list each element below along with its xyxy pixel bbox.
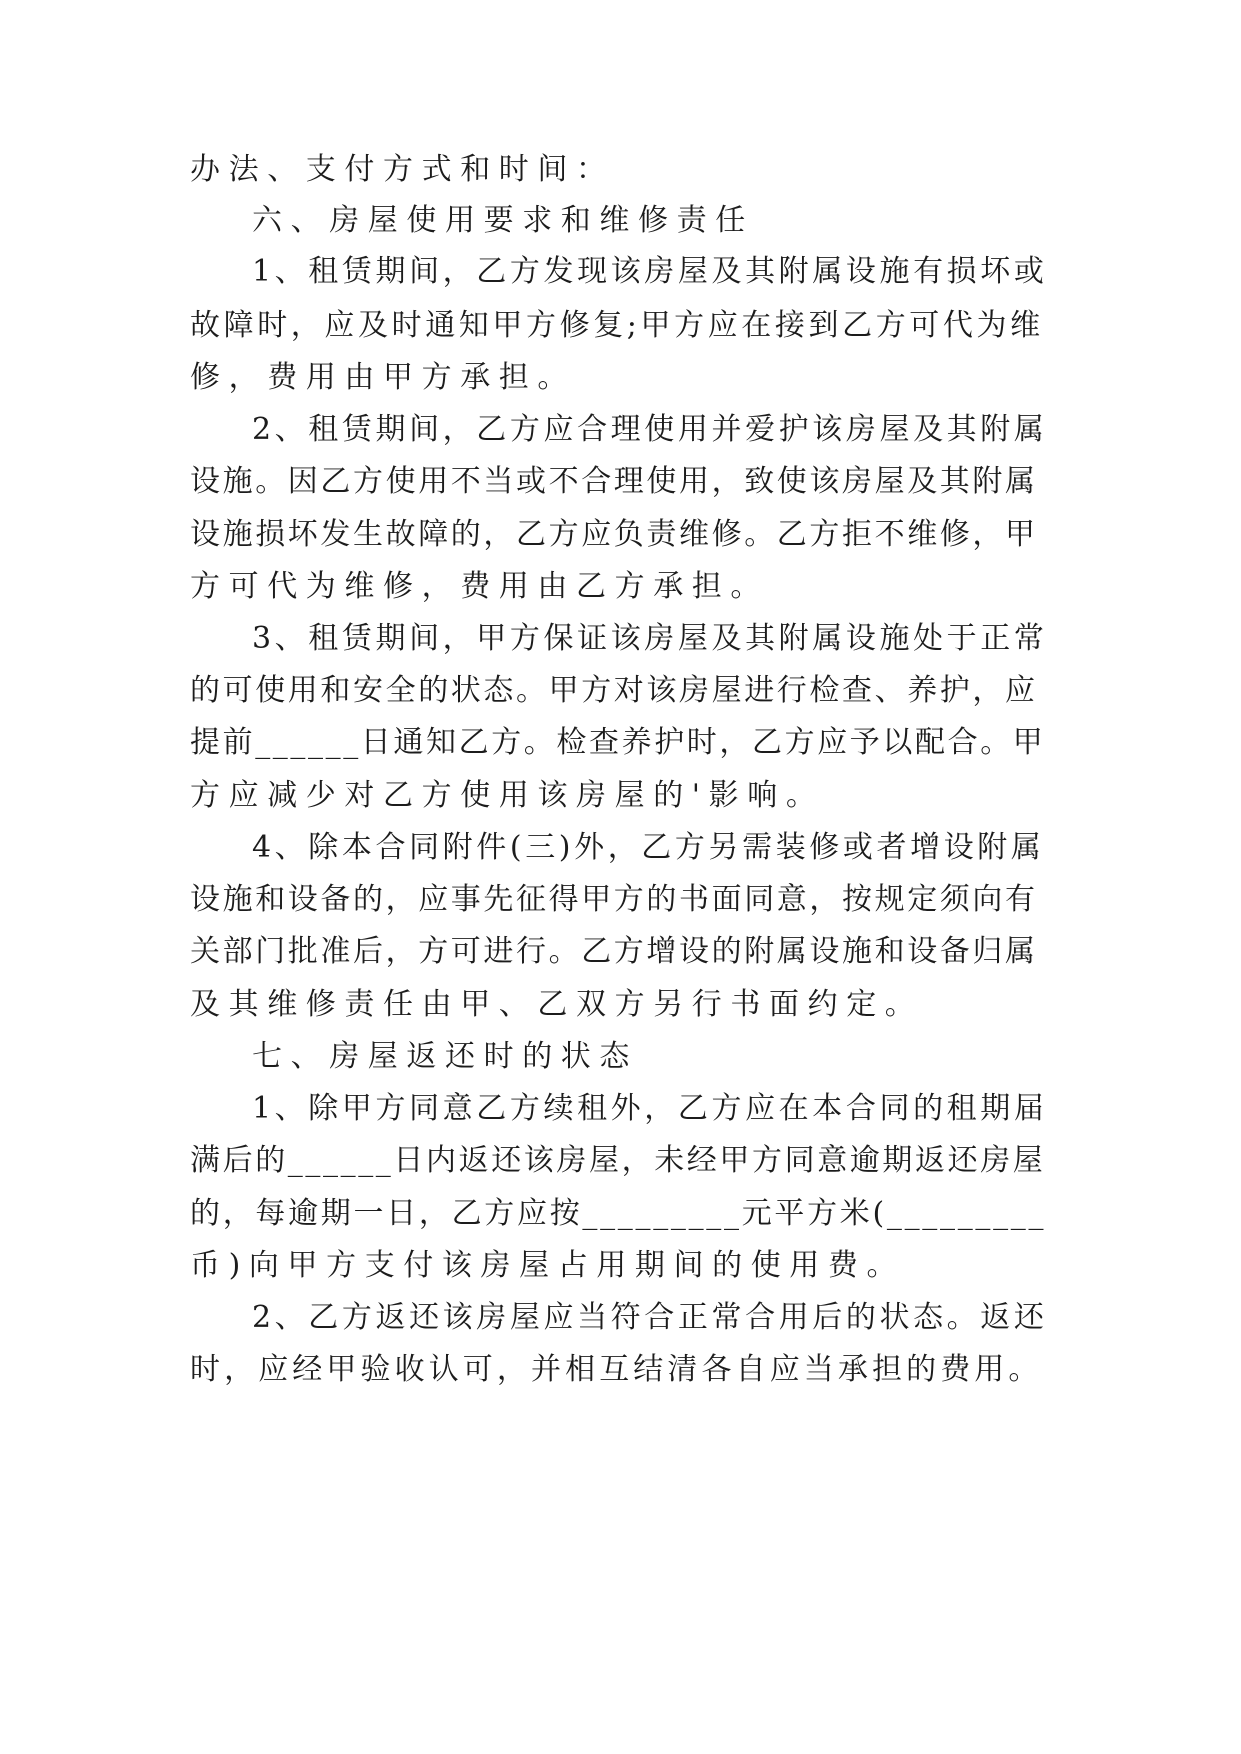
text-line: 修，费用由甲方承担。 — [190, 360, 576, 395]
text-line: 设施。因乙方使用不当或不合理使用，致使该房屋及其附属 — [190, 464, 1038, 499]
text-line: 4、除本合同附件(三)外，乙方另需装修或者增设附属 — [252, 830, 1045, 865]
text-line: 方应减少对乙方使用该房屋的'影响。 — [190, 778, 825, 813]
text-line: 设施损坏发生故障的，乙方应负责维修。乙方拒不维修，甲 — [190, 517, 1038, 552]
section-heading: 七、房屋返还时的状态 — [252, 1039, 638, 1074]
text-line: 提前______日通知乙方。检查养护时，乙方应予以配合。甲 — [190, 725, 1046, 760]
text-line: 关部门批准后，方可进行。乙方增设的附属设施和设备归属 — [190, 934, 1038, 969]
text-line: 1、租赁期间，乙方发现该房屋及其附属设施有损坏或 — [252, 254, 1048, 289]
text-line: 设施和设备的，应事先征得甲方的书面同意，按规定须向有 — [190, 882, 1038, 917]
text-line: 3、租赁期间，甲方保证该房屋及其附属设施处于正常 — [252, 621, 1048, 656]
text-line: 故障时，应及时通知甲方修复;甲方应在接到乙方可代为维 — [190, 308, 1044, 343]
text-line: 办法、支付方式和时间： — [190, 152, 615, 187]
section-heading: 六、房屋使用要求和维修责任 — [252, 203, 754, 238]
text-line: 及其维修责任由甲、乙双方另行书面约定。 — [190, 987, 924, 1022]
text-line: 满后的______日内返还该房屋，未经甲方同意逾期返还房屋 — [190, 1143, 1046, 1178]
text-line: 的，每逾期一日，乙方应按_________元平方米(_________ — [190, 1196, 1047, 1231]
text-line: 方可代为维修，费用由乙方承担。 — [190, 569, 769, 604]
text-line: 的可使用和安全的状态。甲方对该房屋进行检查、养护，应 — [190, 673, 1038, 708]
text-line: 2、乙方返还该房屋应当符合正常合用后的状态。返还 — [252, 1300, 1048, 1335]
text-line: 1、除甲方同意乙方续租外，乙方应在本合同的租期届 — [252, 1091, 1048, 1126]
text-line: 时，应经甲验收认可，并相互结清各自应当承担的费用。 — [190, 1352, 1043, 1387]
text-line: 2、租赁期间，乙方应合理使用并爱护该房屋及其附属 — [252, 412, 1048, 447]
text-line: 币)向甲方支付该房屋占用期间的使用费。 — [190, 1248, 906, 1283]
